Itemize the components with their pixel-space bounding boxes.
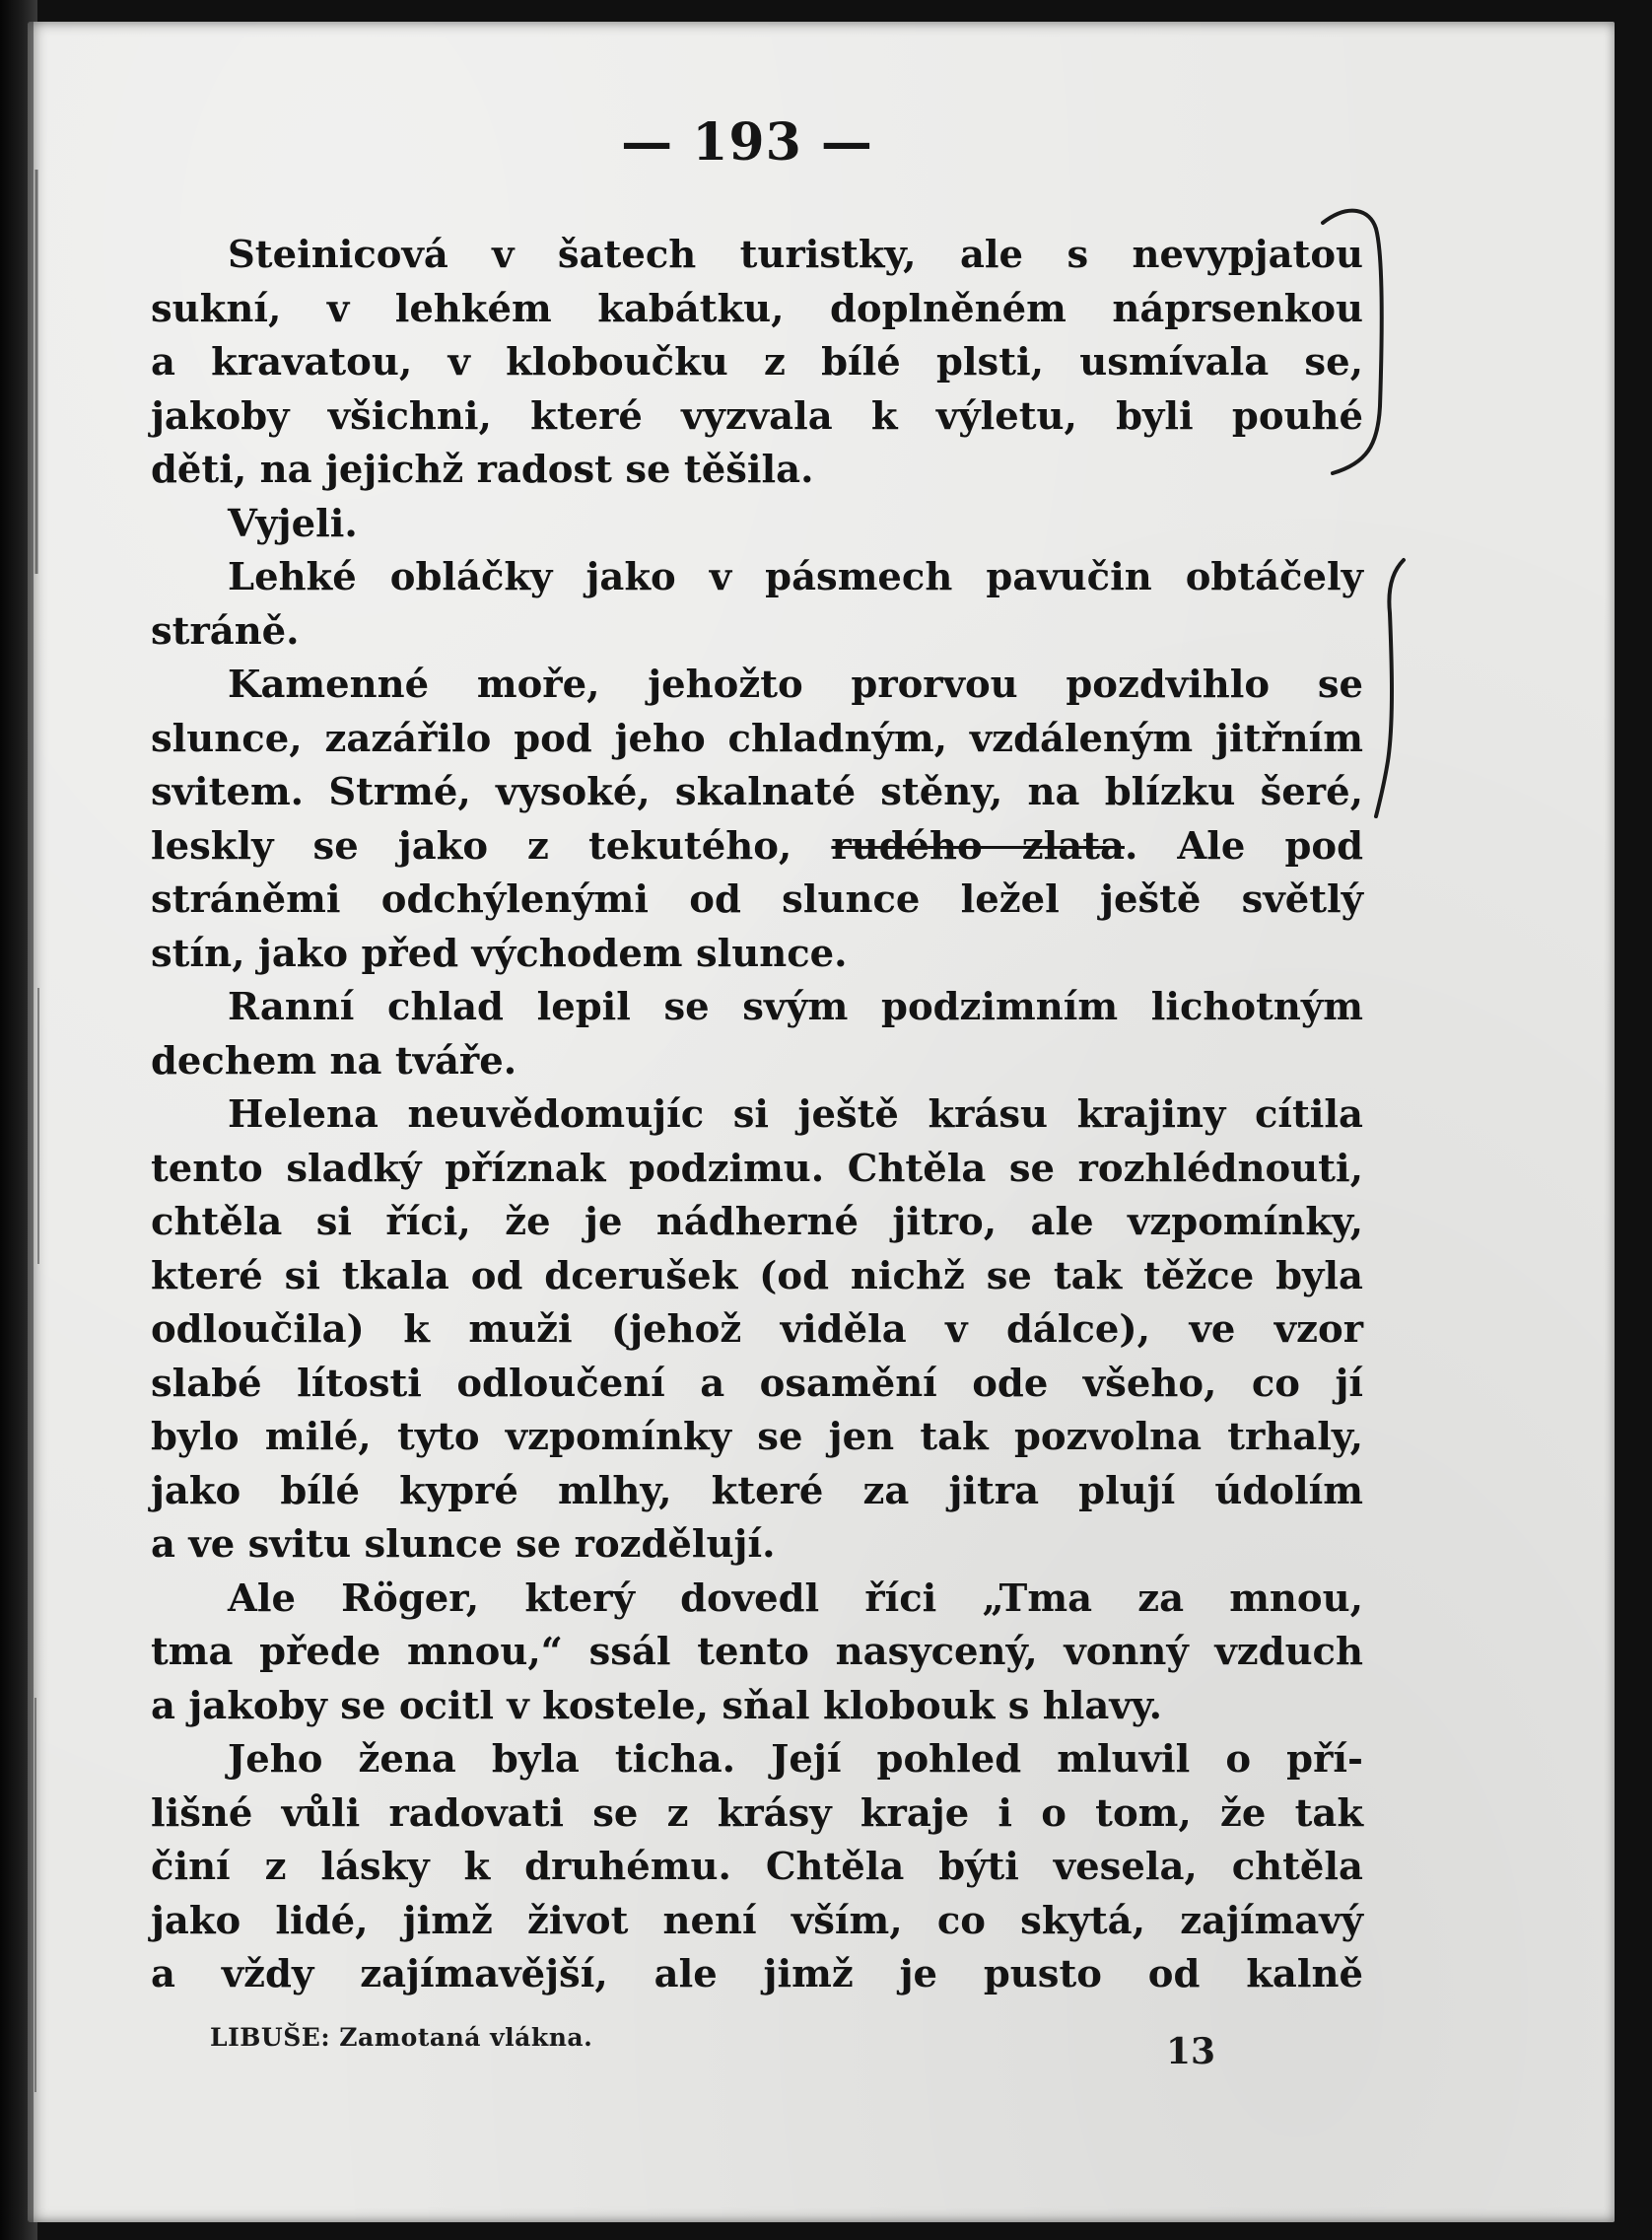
text-line: sukní, v lehkém kabátku, doplněném náprsenkou — [151, 286, 1363, 331]
book-page — [28, 22, 1615, 2222]
text-line: které si tkala od dcerušek (od nichž se tak těžce byla — [151, 1253, 1363, 1298]
text-line — [151, 820, 1363, 875]
text-line: děti, na jejichž radost se těšila. — [151, 448, 814, 492]
text-segment: leskly se jako z tekutého, — [151, 823, 832, 869]
text-line: bylo milé, tyto vzpomínky se jen tak pozvolna trhaly, — [151, 1415, 1363, 1459]
book-signature: LIBUŠE: Zamotaná vlákna. — [210, 2023, 593, 2052]
text-line: jako lidé, jimž život není vším, co skytá, zajímavý — [151, 1898, 1363, 1943]
text-line: Ranní chlad lepil se svým podzimním lichotným — [228, 985, 1363, 1029]
text-line: Ale Röger, který dovedl říci „Tma za mnou, — [228, 1575, 1363, 1621]
text-line: a ve svitu slunce se rozdělují. — [151, 1522, 776, 1567]
page-number: — 193 — — [621, 112, 873, 173]
text-line: Vyjeli. — [228, 501, 358, 546]
text-line: Kamenné moře, jehožto prorvou pozdvihlo se — [228, 663, 1363, 707]
gutter-shadow-marks — [28, 22, 49, 2222]
text-line: jako bílé kypré mlhy, které za jitra plují údolím — [151, 1468, 1363, 1513]
text-line: dechem na tváře. — [151, 1038, 517, 1084]
text-line: slunce, zazářilo pod jeho chladným, vzdáleným jitřním — [151, 716, 1363, 761]
text-line: a vždy zajímavější, ale jimž je pusto od kalně — [151, 1952, 1363, 1996]
text-line: Helena neuvědomujíc si ještě krásu krajiny cítila — [228, 1092, 1363, 1137]
text-line: tma přede mnou,“ ssál tento nasycený, vonný vzduch — [151, 1630, 1363, 1674]
text-line: a kravatou, v kloboučku z bílé plsti, usmívala se, — [151, 340, 1363, 385]
text-line: odloučila) k muži (jehož viděla v dálce), ve vzor — [151, 1307, 1363, 1352]
text-line: stráně. — [151, 608, 300, 654]
text-line: a jakoby se ocitl v kostele, sňal klobouk s hlavy. — [151, 1683, 1163, 1728]
text-line: Jeho žena byla ticha. Její pohled mluvil o pří- — [228, 1737, 1363, 1782]
text-line: jakoby všichni, které vyzvala k výletu, byli pouhé — [151, 393, 1363, 439]
text-line: Lehké obláčky jako v pásmech pavučin obtáčely — [228, 555, 1363, 599]
page-footer — [28, 2023, 1615, 2102]
text-segment: . Ale pod — [1124, 823, 1363, 869]
text-line: činí z lásky k druhému. Chtěla býti vesela, chtěla — [151, 1845, 1363, 1889]
sheet-number: 13 — [1166, 2031, 1216, 2072]
text-line: slabé lítosti odloučení a osamění ode všeho, co jí — [151, 1361, 1363, 1406]
text-line: stráněmi odchýlenými od slunce ležel ještě světlý — [151, 877, 1363, 922]
text-line: stín, jako před východem slunce. — [151, 931, 848, 976]
text-line: lišné vůli radovati se z krásy kraje i o tom, že tak — [151, 1790, 1363, 1836]
struck-through-text: rudého zlata — [831, 823, 1125, 869]
text-line: svitem. Strmé, vysoké, skalnaté stěny, na blízku šeré, — [151, 770, 1363, 814]
text-line: Steinicová v šatech turistky, ale s nevypjatou — [228, 233, 1363, 277]
margin-bracket-mark — [1364, 554, 1433, 830]
body-text — [151, 229, 1363, 2002]
text-line: tento sladký příznak podzimu. Chtěla se rozhlédnouti, — [151, 1146, 1363, 1191]
text-line: chtěla si říci, že je nádherné jitro, ale vzpomínky, — [151, 1200, 1363, 1244]
